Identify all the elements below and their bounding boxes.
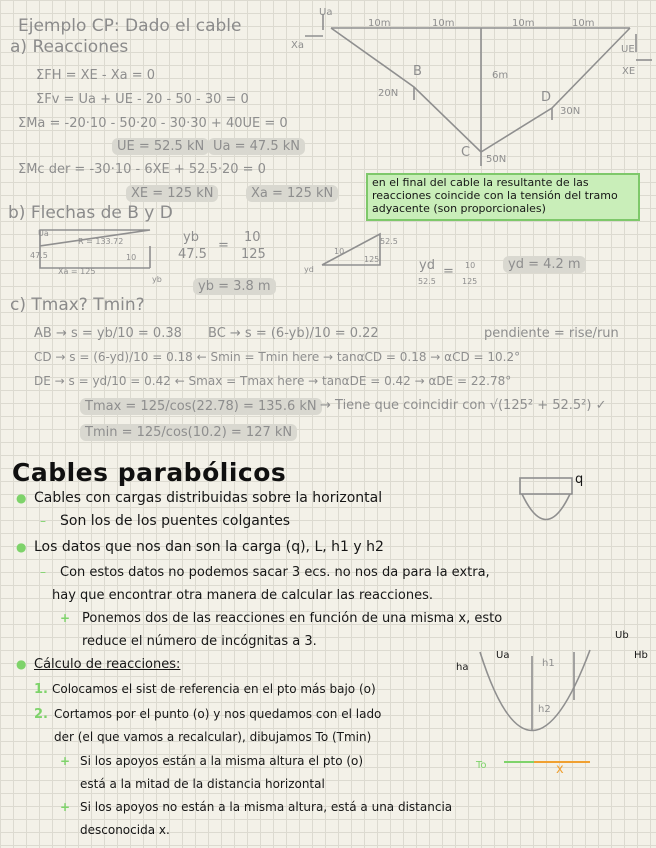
plus-1-b: está a la mitad de la distancia horizontal — [80, 777, 325, 791]
tri-right-ten: 10 — [334, 247, 345, 256]
ha-label: ha — [456, 662, 469, 673]
yb-fraction-num2: 10 — [244, 230, 261, 245]
yd-fraction-num: yd — [419, 258, 435, 273]
ub-label: Ub — [615, 630, 629, 641]
span-label-3: 10m — [512, 18, 535, 29]
hb-label: Hb — [634, 650, 648, 661]
tri-left-r: R = 133.72 — [78, 237, 124, 246]
step-1: Colocamos el sist de referencia en el pto más bajo (o) — [52, 682, 376, 696]
span-label-4: 10m — [572, 18, 595, 29]
example-title: Ejemplo CP: Dado el cable — [18, 16, 242, 36]
bullet-2-dot: ● — [16, 540, 27, 554]
step-2-num: 2. — [34, 707, 48, 722]
bullet-1-sub-dash: – — [40, 514, 46, 528]
point-b-label: B — [413, 64, 422, 79]
slope-ab: AB → s = yb/10 = 0.38 — [34, 326, 182, 341]
span-label-1: 10m — [368, 18, 391, 29]
tri-left-val: 47.5 — [30, 251, 48, 260]
height-label: 6m — [492, 70, 509, 81]
slope-de: DE → s = yd/10 = 0.42 ← Smax = Tmax here → tanαDE = 0.42 → αDE = 22.78° — [34, 374, 512, 388]
h2-label: h2 — [538, 704, 551, 715]
section-c-heading: c) Tmax? Tmin? — [10, 295, 145, 315]
step-2-a: Cortamos por el punto (o) y nos quedamos con el lado — [54, 707, 382, 721]
bullet-2-sub-dash: – — [40, 565, 46, 579]
tri-right-top: 52.5 — [380, 237, 398, 246]
reaction-xa-label: Xa — [291, 40, 304, 51]
note-line-1: en el final del cable la resultante de las reacciones coincide con la tensión del tramo adyacente (son proporcionales) — [372, 176, 618, 215]
ua-label: Ua — [496, 650, 510, 661]
q-label: q — [575, 472, 584, 487]
bullet-1-sub: Son los de los puentes colgantes — [60, 513, 291, 529]
yb-fraction-den: 47.5 — [178, 247, 207, 262]
equation-sum-fv: ΣFv = Ua + UE - 20 - 50 - 30 = 0 — [36, 92, 249, 107]
load-b-label: 20N — [378, 88, 399, 99]
tri-left-yb: yb — [152, 275, 162, 284]
span-label-2: 10m — [432, 18, 455, 29]
section-a-heading: a) Reacciones — [10, 37, 129, 57]
x-label: x — [556, 762, 564, 777]
tri-right-base: 125 — [364, 255, 380, 264]
bullet-3-dot: ● — [16, 657, 27, 671]
reaction-ua-label: Ua — [319, 7, 333, 18]
yb-fraction-num: yb — [183, 230, 199, 245]
bullet-2-plus-b: reduce el número de incógnitas a 3. — [82, 634, 317, 649]
to-label: To — [476, 760, 487, 771]
yb-fraction-eq: = — [218, 238, 229, 253]
bullet-1-dot: ● — [16, 491, 27, 505]
bullet-2-sub-a: Con estos datos no podemos sacar 3 ecs. no nos da para la extra, — [60, 565, 490, 580]
bullet-2-plus: + — [60, 611, 71, 625]
bullet-2-sub-b: hay que encontrar otra manera de calcular las reacciones. — [52, 588, 433, 603]
point-d-label: D — [541, 90, 552, 105]
reaction-xe-label: XE — [622, 66, 636, 77]
plus-2-a: Si los apoyos no están a la misma altura, está a una distancia — [80, 800, 453, 814]
step-2-b: der (el que vamos a recalcular), dibujamos To (Tmin) — [54, 730, 372, 744]
equation-sum-ma: ΣMa = -20·10 - 50·20 - 30·30 + 40UE = 0 — [18, 116, 288, 131]
load-c-label: 50N — [486, 154, 507, 165]
result-ue: UE = 52.5 kN — [112, 138, 209, 155]
result-tmax: Tmax = 125/cos(22.78) = 135.6 kN — [80, 398, 322, 415]
reaction-ue-label: UE — [621, 44, 635, 55]
point-c-label: C — [461, 145, 471, 160]
yd-fraction-den2: 125 — [462, 277, 478, 286]
h1-label: h1 — [542, 658, 555, 669]
yb-fraction-den2: 125 — [241, 247, 266, 262]
tri-left-ten: 10 — [126, 253, 137, 262]
bullet-2-plus-a: Ponemos dos de las reacciones en función de una misma x, esto — [82, 611, 503, 626]
result-tmin: Tmin = 125/cos(10.2) = 127 kN — [80, 424, 297, 441]
section-b-heading: b) Flechas de B y D — [8, 203, 173, 223]
result-ua: Ua = 47.5 kN — [208, 138, 305, 155]
slope-bc: BC → s = (6-yb)/10 = 0.22 — [208, 326, 379, 341]
tmax-check-note: → Tiene que coincidir con √(125² + 52.5²) ✓ — [320, 398, 607, 413]
result-yb: yb = 3.8 m — [193, 278, 276, 295]
bullet-3: Cálculo de reacciones: — [34, 657, 181, 672]
plus-2: + — [60, 800, 71, 814]
step-1-num: 1. — [34, 682, 48, 697]
tri-left-top: Ua — [38, 229, 49, 238]
bullet-2: Los datos que nos dan son la carga (q), L, h1 y h2 — [34, 539, 384, 555]
result-xe: XE = 125 kN — [126, 185, 218, 202]
slope-definition: pendiente = rise/run — [484, 326, 619, 341]
section-title: Cables parabólicos — [12, 458, 287, 487]
slope-cd: CD → s = (6-yd)/10 = 0.18 ← Smin = Tmin here → tanαCD = 0.18 → αCD = 10.2° — [34, 350, 521, 364]
bullet-1: Cables con cargas distribuidas sobre la horizontal — [34, 490, 383, 506]
equation-sum-mc: ΣMc der = -30·10 - 6XE + 52.5·20 = 0 — [18, 162, 266, 177]
plus-2-b: desconocida x. — [80, 823, 170, 837]
yd-fraction-den: 52.5 — [418, 277, 436, 286]
equation-sum-fh: ΣFH = XE - Xa = 0 — [36, 68, 155, 83]
load-d-label: 30N — [560, 106, 581, 117]
result-xa: Xa = 125 kN — [246, 185, 338, 202]
tri-right-yd: yd — [304, 265, 314, 274]
plus-1: + — [60, 754, 71, 768]
result-yd: yd = 4.2 m — [503, 256, 586, 273]
yd-fraction-num2: 10 — [465, 261, 476, 270]
tri-left-base: Xa = 125 — [58, 267, 96, 276]
plus-1-a: Si los apoyos están a la misma altura el pto (o) — [80, 754, 364, 768]
